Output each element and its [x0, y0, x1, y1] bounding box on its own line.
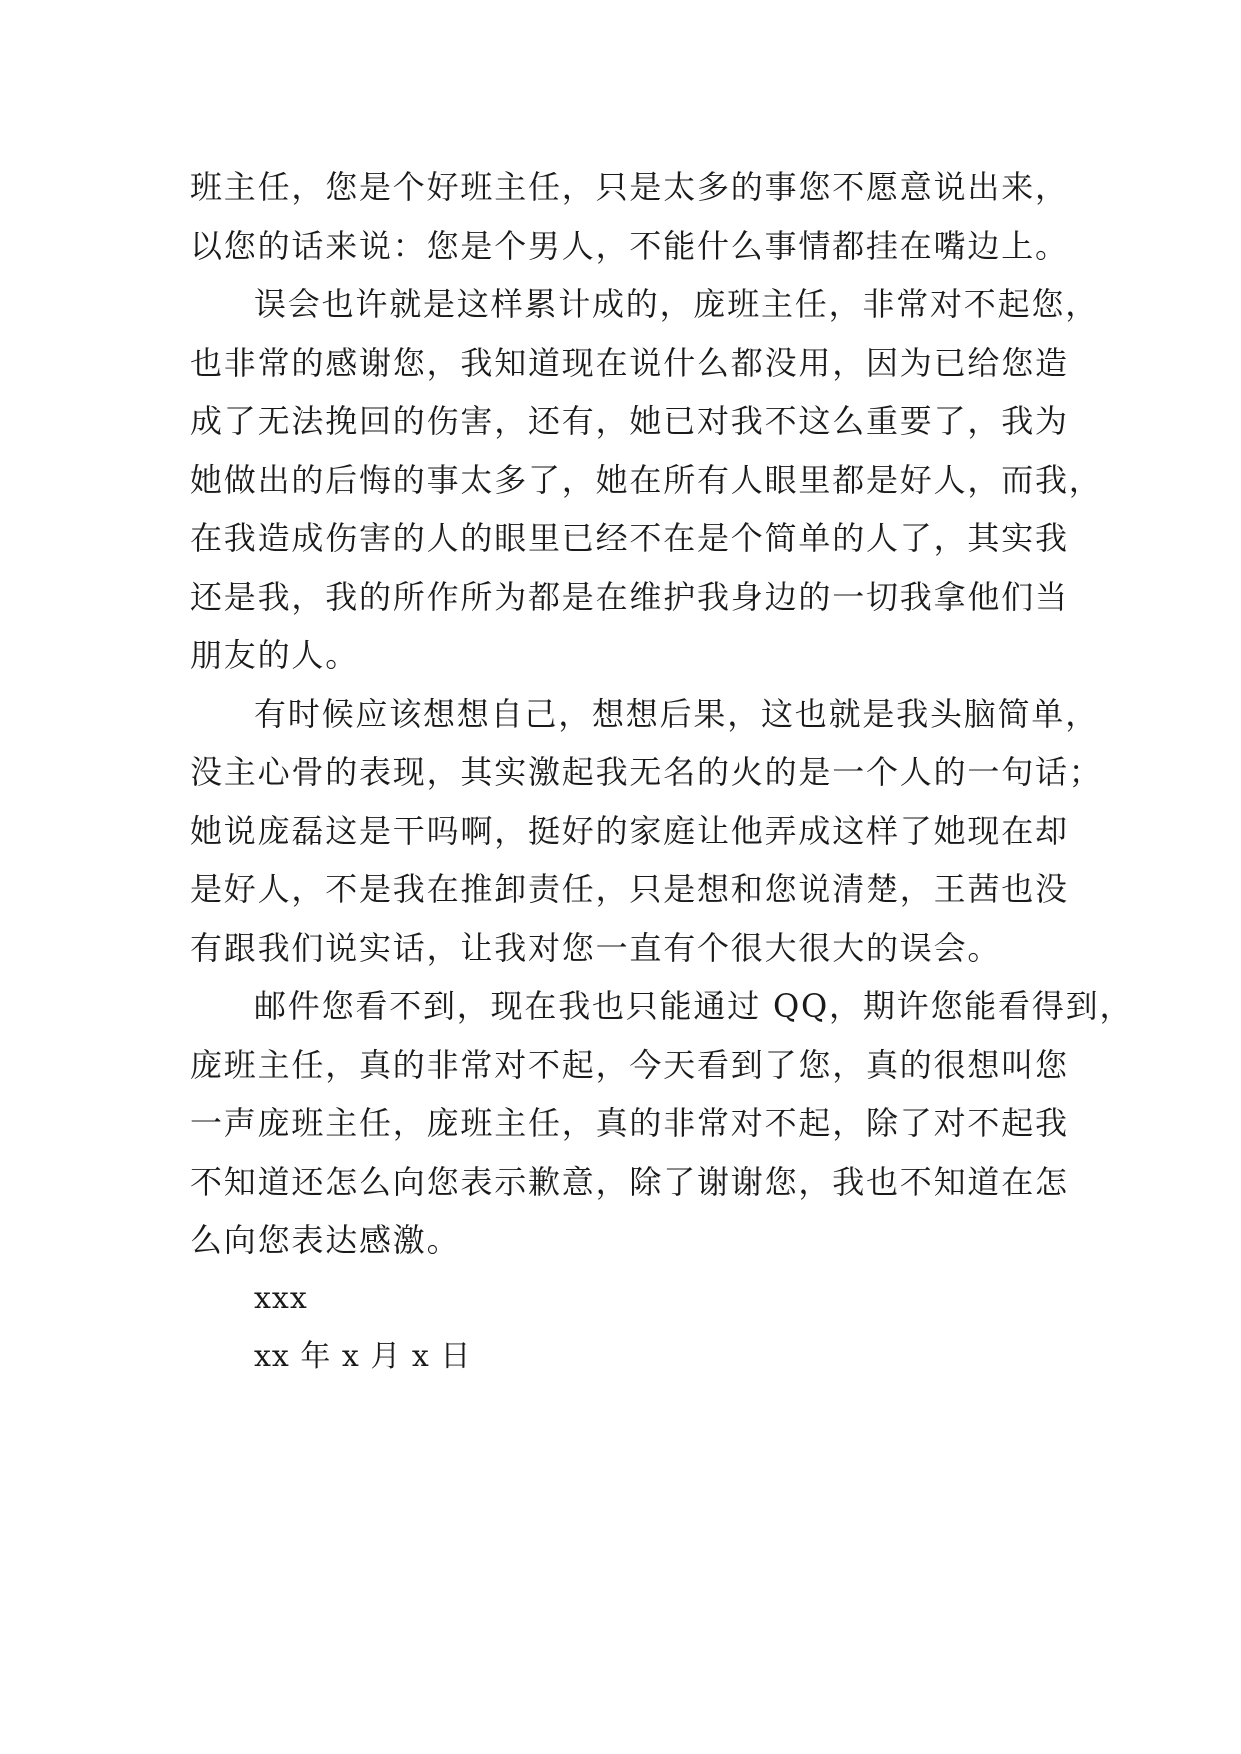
text-line: 朋友的人。: [190, 636, 360, 674]
text-line: 也非常的感谢您，我知道现在说什么都没用，因为已给您造: [190, 343, 1069, 382]
text-line: 还是我，我的所作所为都是在维护我身边的一切我拿他们当: [190, 577, 1069, 616]
paragraph-3: [190, 685, 1103, 978]
text-line: 没主心骨的表现，其实激起我无名的火的是一个人的一句话；: [190, 753, 1103, 791]
paragraph-4: [190, 977, 1134, 1270]
text-line: 有跟我们说实话，让我对您一直有个很大很大的误会。: [190, 928, 1002, 967]
text-line: 她说庞磊这是干吗啊，挺好的家庭让他弄成这样了她现在却: [190, 811, 1069, 850]
text-line: 成了无法挽回的伤害，还有，她已对我不这么重要了，我为: [190, 402, 1069, 440]
text-line: 她做出的后悔的事太多了，她在所有人眼里都是好人，而我，: [190, 460, 1103, 499]
text-line: 一声庞班主任，庞班主任，真的非常对不起，除了对不起我: [190, 1104, 1069, 1142]
text-line: 有时候应该想想自己，想想后果，这也就是我头脑简单，: [254, 694, 1100, 733]
paragraph-2: [190, 275, 1103, 685]
text-line: 邮件您看不到，现在我也只能通过 QQ，期许您能看得到，: [254, 987, 1134, 1025]
text-line: 庞班主任，真的非常对不起，今天看到了您，真的很想叫您: [190, 1045, 1069, 1084]
signature-date: xx 年 x 月 x 日: [254, 1339, 472, 1374]
signature-name: xxx: [254, 1280, 308, 1316]
text-line: 在我造成伤害的人的眼里已经不在是个简单的人了，其实我: [190, 519, 1069, 557]
text-line: 以您的话来说：您是个男人，不能什么事情都挂在嘴边上。: [190, 226, 1069, 265]
text-line: 是好人，不是我在推卸责任，只是想和您说清楚，王茜也没: [190, 870, 1069, 908]
letter-body: [190, 158, 1134, 1387]
text-line: 么向您表达感激。: [190, 1221, 461, 1259]
text-line: 班主任，您是个好班主任，只是太多的事您不愿意说出来，: [190, 168, 1069, 206]
text-line: 不知道还怎么向您表示歉意，除了谢谢您，我也不知道在怎: [190, 1162, 1069, 1201]
signature-block: [190, 1270, 1050, 1387]
text-line: 误会也许就是这样累计成的，庞班主任，非常对不起您，: [254, 285, 1100, 323]
paragraph-1: [190, 158, 1069, 275]
